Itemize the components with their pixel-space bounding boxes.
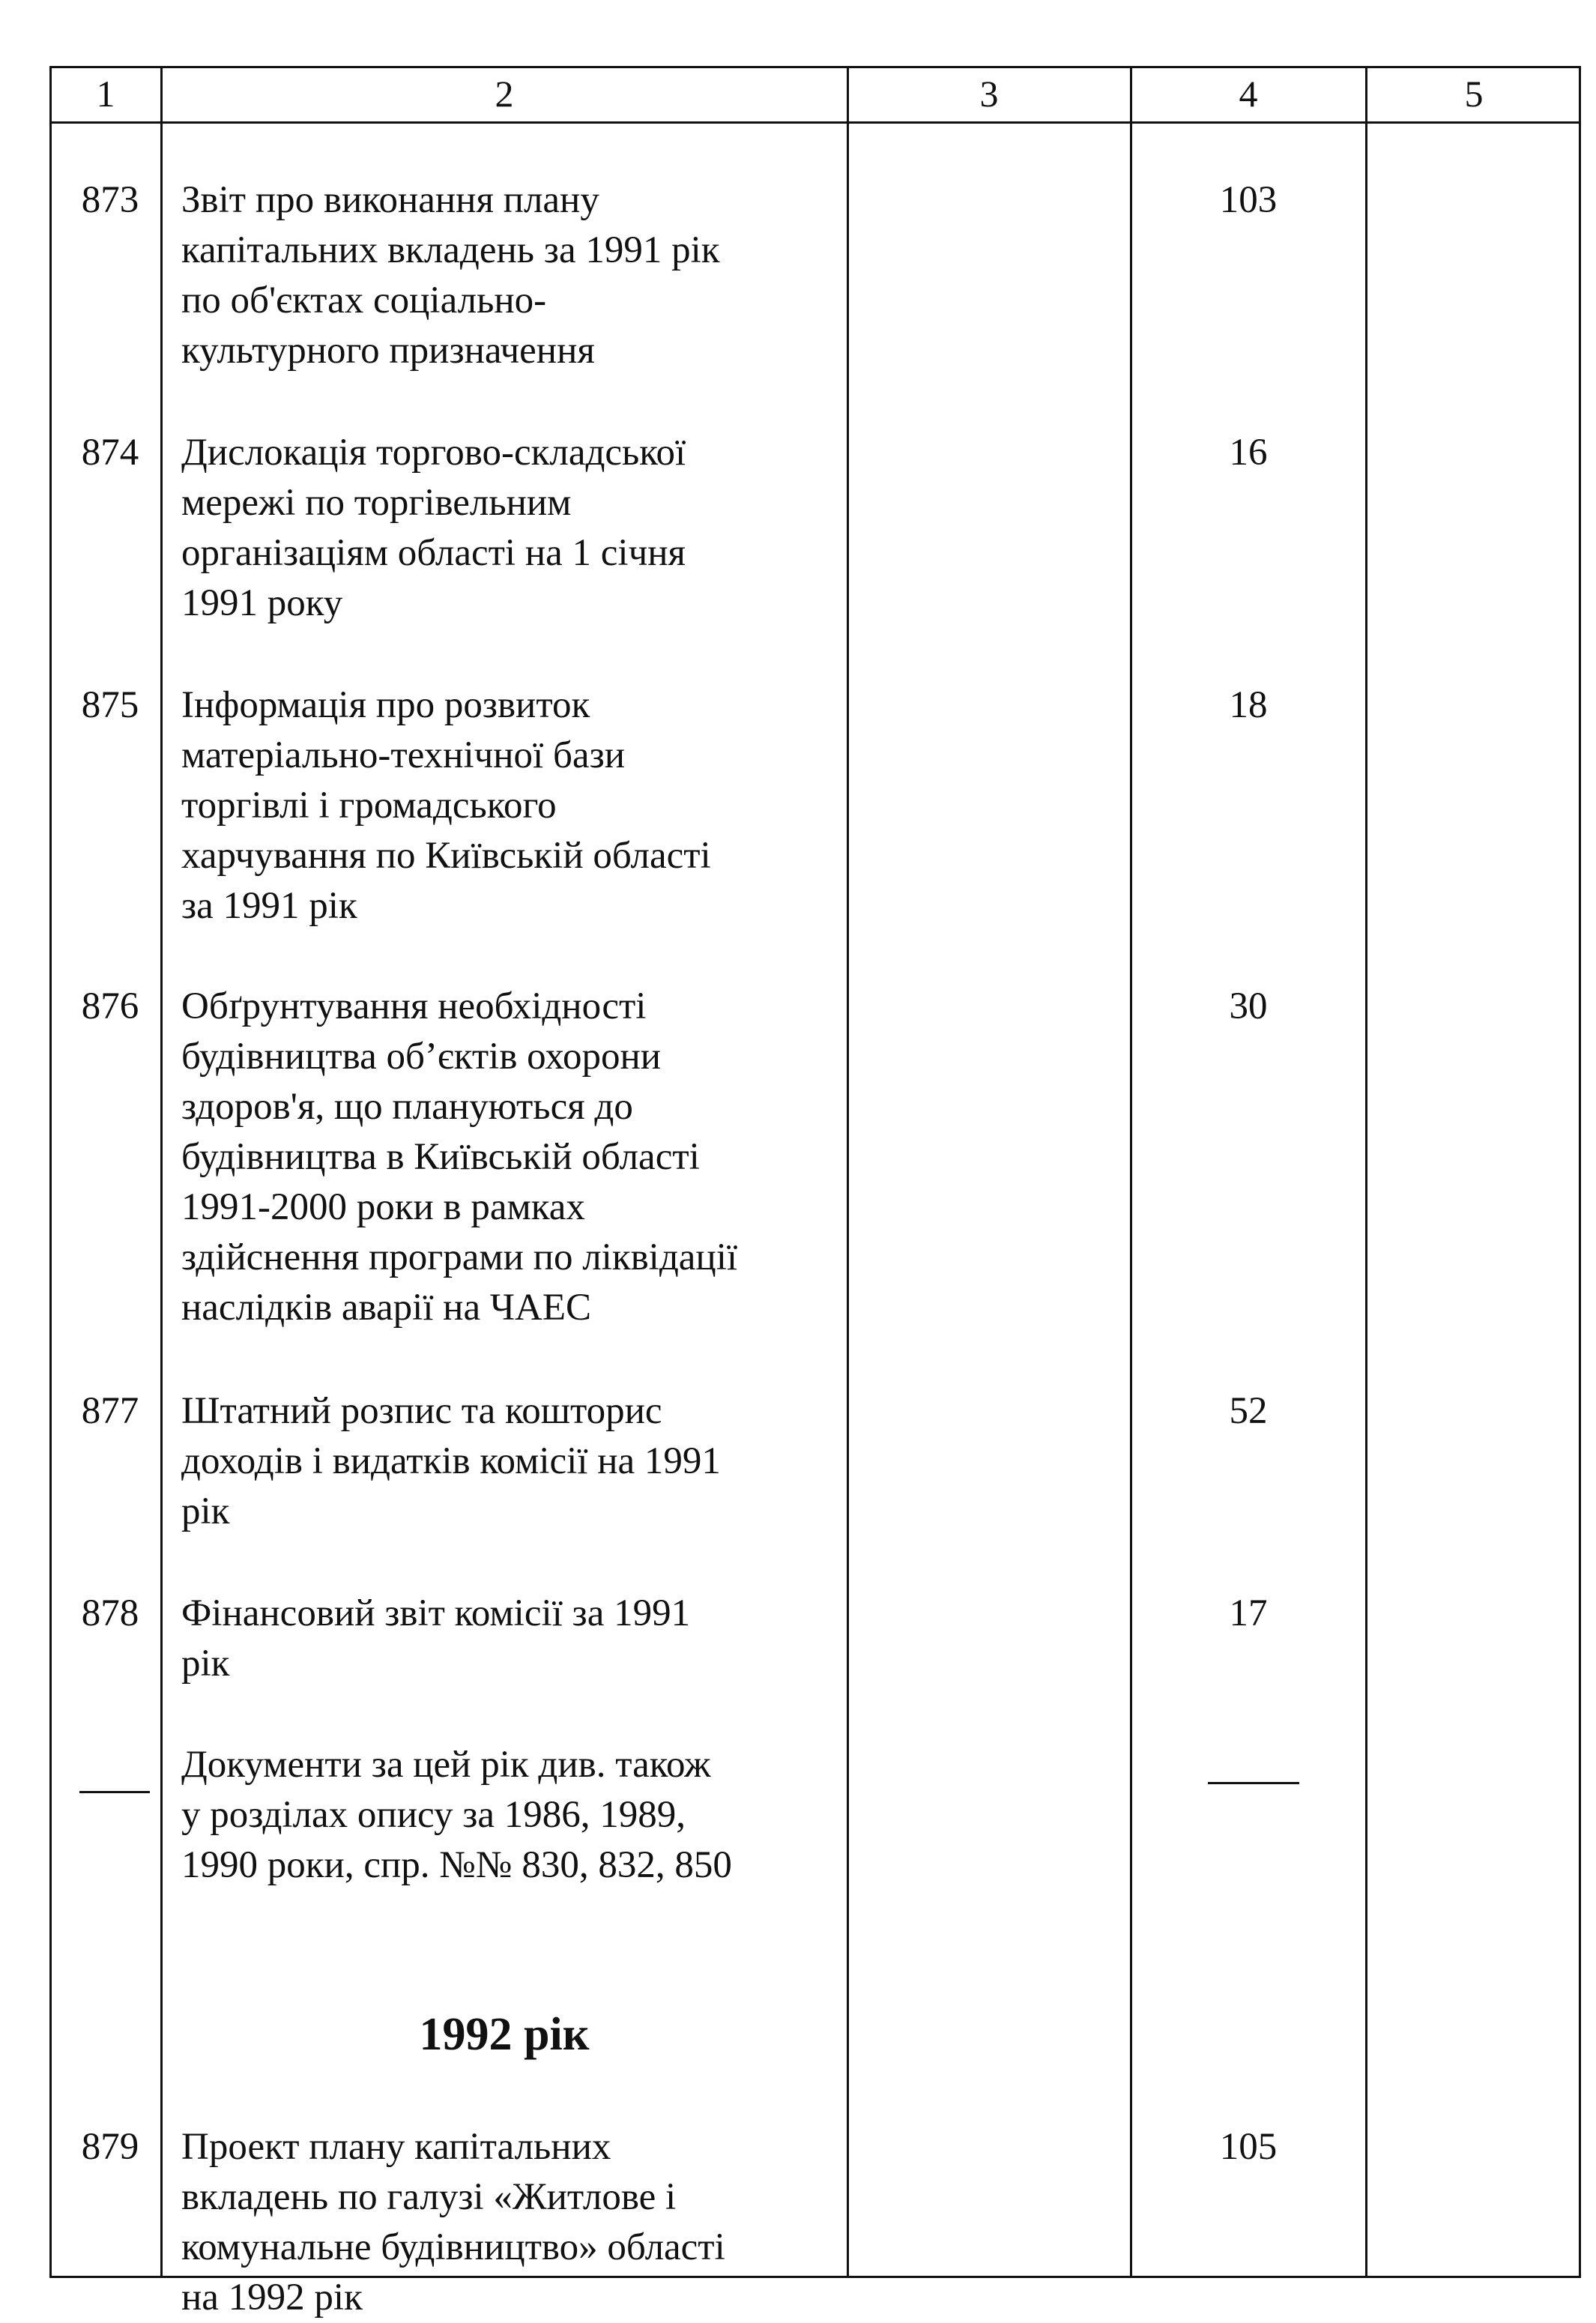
column-divider-3 (1130, 66, 1132, 2278)
row-number: 879 (81, 2126, 139, 2168)
row-number: 878 (81, 1592, 139, 1634)
title-line: Штатний розпис та кошторис (181, 1390, 662, 1432)
title-line: по об'єктах соціально- (181, 280, 547, 321)
title-line: у розділах опису за 1986, 1989, (181, 1794, 686, 1836)
title-line: Фінансовий звіт комісії за 1991 (181, 1592, 691, 1634)
header-divider (49, 121, 1581, 124)
row-number: 877 (81, 1390, 139, 1432)
title-line: торгівлі і громадського (181, 785, 557, 827)
column-header-4: 4 (1239, 73, 1258, 115)
row-sheets: 52 (1229, 1390, 1268, 1432)
title-line: здоров'я, що плануються до (181, 1086, 633, 1128)
number-dash (79, 1791, 150, 1793)
title-line: наслідків аварії на ЧАЕС (181, 1287, 592, 1329)
title-line: будівництва об’єктів охорони (181, 1036, 662, 1078)
row-title (181, 1386, 841, 1537)
note-text (181, 1740, 841, 1891)
row-sheets: 30 (1229, 985, 1268, 1027)
title-line: будівництва в Київській області (181, 1136, 700, 1178)
title-line: Проект плану капітальних (181, 2126, 611, 2168)
row-number: 875 (81, 684, 139, 726)
title-line: Дислокація торгово-складської (181, 432, 686, 474)
row-title (181, 2122, 841, 2323)
title-line: комунальне будівництво» області (181, 2226, 725, 2268)
row-sheets: 105 (1219, 2126, 1278, 2168)
column-header-5: 5 (1464, 73, 1484, 115)
title-line: 1990 роки, спр. №№ 830, 832, 850 (181, 1844, 732, 1886)
row-title (181, 982, 841, 1333)
title-line: організаціям області на 1 січня (181, 532, 686, 574)
row-title (181, 428, 841, 629)
title-line: Документи за цей рік див. також (181, 1744, 711, 1786)
title-line: Обґрунтування необхідності (181, 985, 647, 1027)
row-sheets: 16 (1229, 432, 1268, 474)
title-line: капітальних вкладень за 1991 рік (181, 229, 720, 271)
row-number: 873 (81, 179, 139, 221)
column-divider-2 (847, 66, 849, 2278)
column-divider-1 (160, 66, 163, 2278)
title-line: матеріально-технічної бази (181, 734, 626, 776)
title-line: доходів і видатків комісії на 1991 (181, 1440, 721, 1482)
title-line: вкладень по галузі «Житлове і (181, 2176, 677, 2218)
inventory-table (49, 66, 1581, 2319)
column-divider-4 (1365, 66, 1367, 2278)
title-line: 1991-2000 роки в рамках (181, 1186, 585, 1228)
column-header-2: 2 (495, 73, 514, 115)
row-title (181, 175, 841, 376)
column-header-3: 3 (979, 73, 999, 115)
column-header-1: 1 (96, 73, 115, 115)
title-line: харчування по Київській області (181, 835, 711, 877)
title-line: за 1991 рік (181, 885, 357, 927)
table-border-right (1579, 66, 1581, 2278)
title-line: 1991 року (181, 582, 343, 624)
row-number: 876 (81, 985, 139, 1027)
title-line: рік (181, 1490, 230, 1532)
year-heading: 1992 рік (419, 2009, 590, 2060)
row-title (181, 1589, 841, 1689)
row-sheets: 103 (1219, 179, 1278, 221)
title-line: на 1992 рік (181, 2277, 363, 2319)
row-sheets: 18 (1229, 684, 1268, 726)
title-line: мережі по торгівельним (181, 482, 572, 524)
table-border-left (49, 66, 52, 2278)
title-line: культурного призначення (181, 330, 595, 372)
title-line: Інформація про розвиток (181, 684, 590, 726)
title-line: рік (181, 1643, 230, 1685)
row-sheets: 17 (1229, 1592, 1268, 1634)
title-line: Звіт про виконання плану (181, 179, 599, 221)
row-title (181, 680, 841, 931)
row-number: 874 (81, 432, 139, 474)
sheets-dash (1208, 1782, 1299, 1784)
title-line: здійснення програми по ліквідації (181, 1236, 738, 1278)
